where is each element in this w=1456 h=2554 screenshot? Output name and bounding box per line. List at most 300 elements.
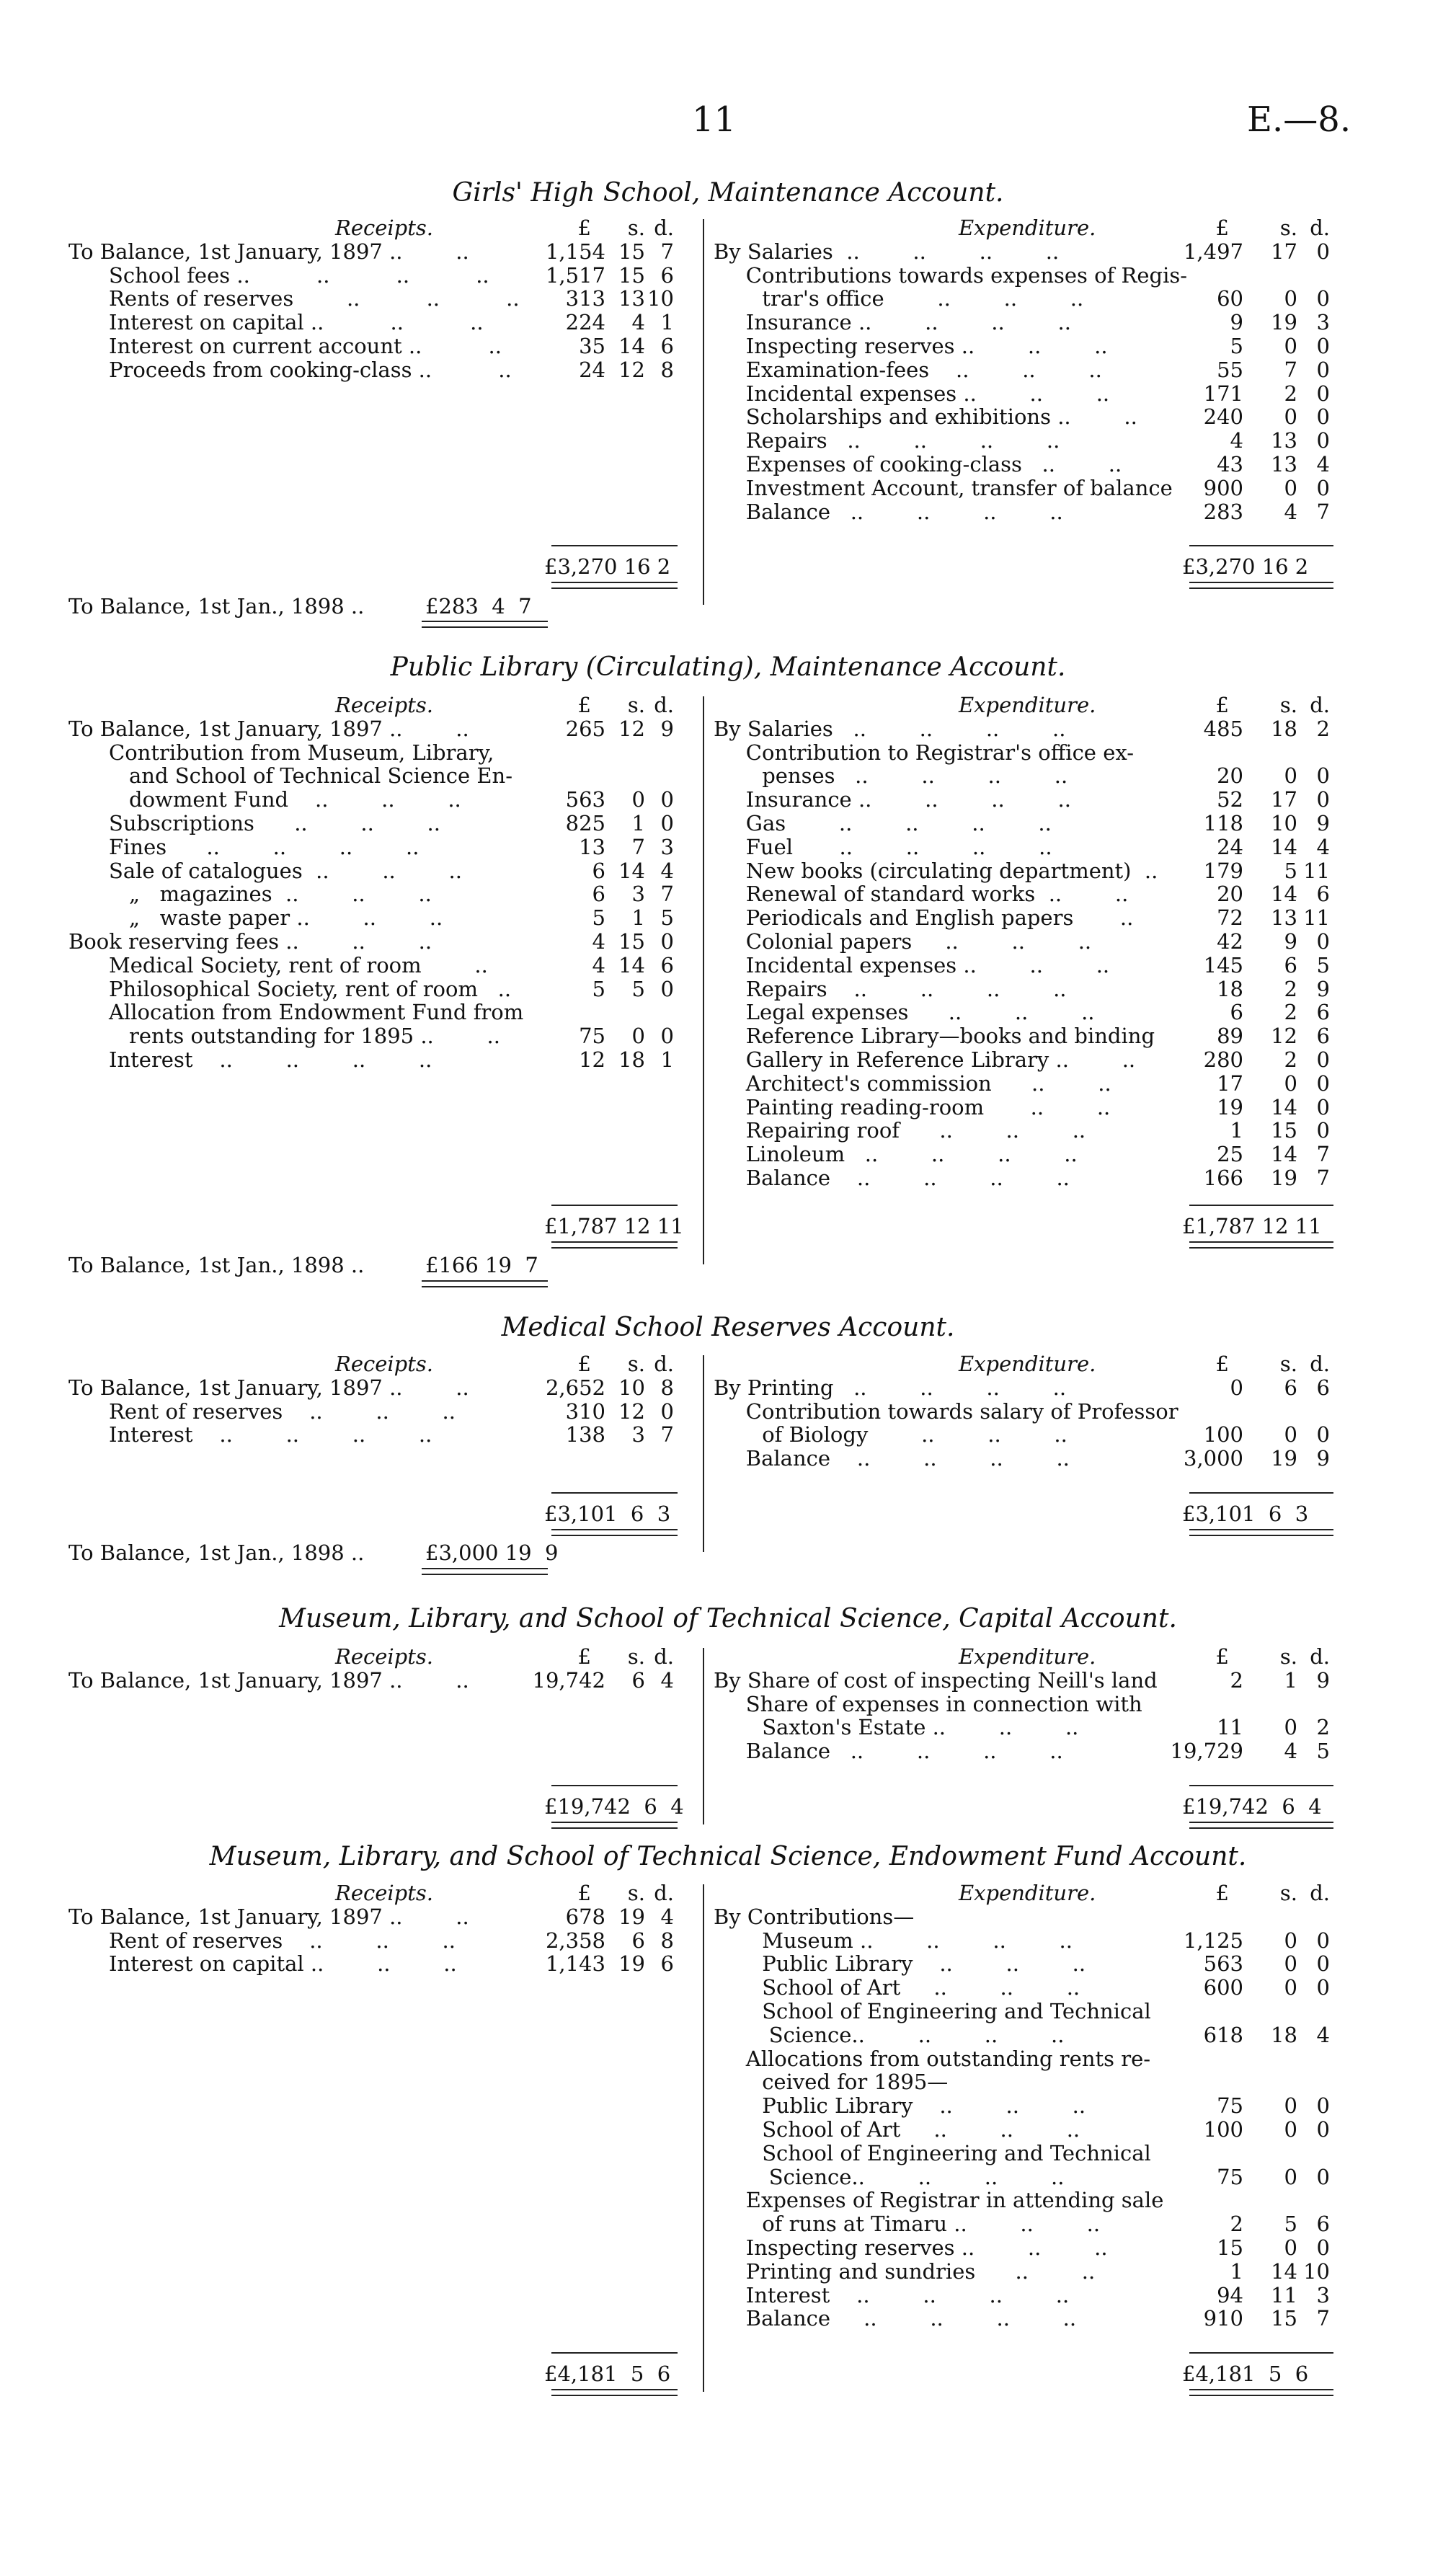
amount-shillings: 0 bbox=[1284, 1422, 1297, 1447]
expenditure-header: Expenditure. bbox=[959, 216, 1096, 240]
total-double-rule bbox=[1189, 1241, 1333, 1249]
amount-pence: 7 bbox=[660, 239, 674, 264]
column-divider bbox=[703, 696, 704, 1264]
expenditure-label: Balance .. .. .. .. bbox=[745, 1446, 1070, 1471]
amount-pence: 0 bbox=[1316, 1094, 1330, 1119]
expenditure-header: Expenditure. bbox=[959, 1644, 1096, 1669]
amount-pence: 0 bbox=[660, 976, 674, 1001]
amount-pounds: 24 bbox=[579, 357, 605, 382]
expenditure-label: Examination-fees .. .. .. bbox=[745, 357, 1102, 382]
sum-rule bbox=[1189, 1205, 1333, 1206]
amount-shillings: 14 bbox=[618, 858, 645, 883]
amount-shillings: 15 bbox=[618, 929, 645, 954]
amount-shillings: 4 bbox=[1284, 499, 1297, 524]
expenditure-label: By Salaries .. .. .. .. bbox=[714, 239, 1060, 264]
sum-rule bbox=[1189, 1492, 1333, 1494]
amount-pence: 0 bbox=[1316, 787, 1330, 812]
amount-pounds: 2,358 bbox=[545, 1928, 605, 1953]
sum-rule bbox=[551, 1785, 678, 1786]
amount-shillings: 15 bbox=[618, 262, 645, 288]
receipts-total: £4,181 5 6 bbox=[544, 2362, 671, 2387]
amount-pounds: 2 bbox=[1230, 2212, 1243, 2237]
expenditure-label: Interest .. .. .. .. bbox=[745, 2282, 1070, 2307]
unit-shillings-header: s. bbox=[627, 1881, 645, 1905]
sum-rule bbox=[551, 1492, 678, 1494]
unit-pounds-header: £ bbox=[577, 1644, 591, 1669]
amount-shillings: 0 bbox=[1284, 1951, 1297, 1977]
amount-pence: 7 bbox=[660, 1422, 674, 1447]
sum-rule bbox=[1189, 545, 1333, 546]
amount-pence: 9 bbox=[1316, 1667, 1330, 1693]
expenditure-label: penses .. .. .. .. bbox=[762, 763, 1068, 789]
expenditure-label: of Biology .. .. .. bbox=[762, 1422, 1067, 1447]
unit-pence-header: d. bbox=[654, 1881, 674, 1905]
amount-shillings: 18 bbox=[618, 1047, 645, 1072]
receipt-label: dowment Fund .. .. .. bbox=[129, 787, 461, 812]
section-title: Museum, Library, and School of Technical Science, Endowment Fund Account. bbox=[209, 1842, 1247, 1871]
unit-shillings-header: s. bbox=[1279, 1352, 1297, 1376]
sum-rule bbox=[551, 2352, 678, 2354]
balance-double-rule bbox=[422, 1280, 548, 1287]
amount-pence: 0 bbox=[1316, 381, 1330, 406]
amount-pence: 0 bbox=[660, 929, 674, 954]
amount-shillings: 0 bbox=[1284, 1975, 1297, 2000]
amount-pence: 0 bbox=[1316, 1070, 1330, 1096]
amount-pence: 9 bbox=[1316, 976, 1330, 1001]
amount-pence: 0 bbox=[1316, 239, 1330, 264]
amount-pounds: 224 bbox=[565, 310, 605, 335]
amount-pounds: 280 bbox=[1203, 1047, 1243, 1072]
balance-carried-amount: £283 4 7 bbox=[425, 593, 532, 618]
amount-pounds: 1,154 bbox=[545, 239, 605, 264]
expenditure-header: Expenditure. bbox=[959, 1881, 1096, 1905]
unit-pounds-header: £ bbox=[577, 1352, 591, 1376]
expenditure-label: By Share of cost of inspecting Neill's land bbox=[714, 1667, 1158, 1693]
receipt-label: Rents of reserves .. .. .. bbox=[109, 286, 520, 311]
expenditure-label: Contribution towards salary of Professor bbox=[745, 1398, 1178, 1424]
amount-shillings: 14 bbox=[1271, 1142, 1297, 1167]
unit-pounds-header: £ bbox=[1215, 1881, 1229, 1905]
amount-pounds: 563 bbox=[1203, 1951, 1243, 1977]
balance-carried-amount: £3,000 19 9 bbox=[425, 1540, 559, 1566]
amount-shillings: 3 bbox=[631, 882, 645, 907]
amount-pence: 2 bbox=[1316, 1715, 1330, 1740]
expenditure-label: By Contributions— bbox=[714, 1904, 915, 1929]
amount-pounds: 12 bbox=[579, 1047, 605, 1072]
amount-shillings: 6 bbox=[631, 1667, 645, 1693]
amount-shillings: 13 bbox=[1271, 905, 1297, 931]
amount-pounds: 55 bbox=[1217, 357, 1243, 382]
receipt-label: „ magazines .. .. .. bbox=[129, 882, 432, 907]
expenditure-label: Printing and sundries .. .. bbox=[745, 2258, 1096, 2284]
amount-pounds: 5 bbox=[592, 976, 605, 1001]
expenditure-total: £3,270 16 2 bbox=[1182, 554, 1309, 580]
amount-pence: 1 bbox=[660, 310, 674, 335]
amount-shillings: 9 bbox=[1284, 929, 1297, 954]
receipts-total: £19,742 6 4 bbox=[544, 1794, 684, 1819]
amount-pounds: 4 bbox=[592, 952, 605, 977]
amount-shillings: 0 bbox=[1284, 1715, 1297, 1740]
amount-pence: 7 bbox=[660, 882, 674, 907]
receipt-label: School fees .. .. .. .. bbox=[109, 262, 489, 288]
amount-shillings: 0 bbox=[1284, 1928, 1297, 1953]
amount-shillings: 0 bbox=[631, 1024, 645, 1049]
amount-pence: 6 bbox=[1316, 1375, 1330, 1400]
amount-pence: 0 bbox=[1316, 1422, 1330, 1447]
amount-pounds: 100 bbox=[1203, 2117, 1243, 2142]
amount-pence: 0 bbox=[1316, 2164, 1330, 2189]
amount-shillings: 13 bbox=[618, 286, 645, 311]
amount-pence: 3 bbox=[1316, 2282, 1330, 2307]
amount-pounds: 563 bbox=[565, 787, 605, 812]
amount-pounds: 9 bbox=[1230, 310, 1243, 335]
amount-pence: 0 bbox=[1316, 286, 1330, 311]
amount-pence: 1 bbox=[660, 1047, 674, 1072]
receipt-label: To Balance, 1st January, 1897 .. .. bbox=[68, 1667, 469, 1693]
amount-pounds: 43 bbox=[1217, 452, 1243, 476]
sum-rule bbox=[551, 1205, 678, 1206]
expenditure-label: Balance .. .. .. .. bbox=[745, 1166, 1070, 1190]
amount-pence: 5 bbox=[660, 905, 674, 931]
receipt-label: „ waste paper .. .. .. bbox=[129, 905, 443, 931]
amount-pounds: 2 bbox=[1230, 1667, 1243, 1693]
amount-shillings: 5 bbox=[1284, 2212, 1297, 2237]
amount-shillings: 1 bbox=[1284, 1667, 1297, 1693]
expenditure-label: By Printing .. .. .. .. bbox=[714, 1375, 1067, 1400]
expenditure-label: Fuel .. .. .. .. bbox=[745, 834, 1052, 859]
amount-pounds: 3,000 bbox=[1183, 1446, 1243, 1471]
amount-shillings: 14 bbox=[1271, 1094, 1297, 1119]
amount-pounds: 1 bbox=[1230, 2258, 1243, 2284]
amount-shillings: 0 bbox=[1284, 334, 1297, 358]
amount-pence: 9 bbox=[1316, 811, 1330, 835]
amount-shillings: 13 bbox=[1271, 452, 1297, 476]
amount-pounds: 179 bbox=[1203, 858, 1243, 883]
expenditure-label: Museum .. .. .. .. bbox=[762, 1928, 1073, 1953]
amount-pence: 8 bbox=[660, 1928, 674, 1953]
amount-shillings: 12 bbox=[1271, 1024, 1297, 1049]
amount-pounds: 75 bbox=[1217, 2164, 1243, 2189]
amount-pounds: 72 bbox=[1217, 905, 1243, 931]
amount-shillings: 14 bbox=[618, 952, 645, 977]
amount-pence: 6 bbox=[1316, 1024, 1330, 1049]
amount-shillings: 0 bbox=[1284, 1070, 1297, 1096]
receipt-label: Interest .. .. .. .. bbox=[109, 1047, 432, 1072]
expenditure-label: Public Library .. .. .. bbox=[762, 2093, 1086, 2119]
amount-shillings: 17 bbox=[1271, 239, 1297, 264]
amount-pence: 5 bbox=[1316, 952, 1330, 977]
amount-pence: 4 bbox=[1316, 452, 1330, 476]
expenditure-label: of runs at Timaru .. .. .. bbox=[762, 2212, 1101, 2237]
receipt-label: Proceeds from cooking-class .. .. bbox=[109, 357, 512, 382]
sum-rule bbox=[551, 545, 678, 546]
amount-pence: 11 bbox=[1303, 858, 1330, 883]
expenditure-label: Linoleum .. .. .. .. bbox=[745, 1142, 1078, 1167]
amount-pence: 11 bbox=[1303, 905, 1330, 931]
amount-pence: 0 bbox=[1316, 1928, 1330, 1953]
amount-pounds: 4 bbox=[1230, 428, 1243, 453]
amount-shillings: 15 bbox=[618, 239, 645, 264]
amount-pence: 0 bbox=[1316, 1118, 1330, 1143]
receipt-label: Interest on capital .. .. .. bbox=[109, 1951, 457, 1977]
amount-pounds: 171 bbox=[1203, 381, 1243, 406]
amount-shillings: 10 bbox=[1271, 811, 1297, 835]
amount-pence: 6 bbox=[660, 334, 674, 358]
expenditure-label: Reference Library—books and binding bbox=[745, 1024, 1155, 1049]
amount-shillings: 0 bbox=[1284, 2235, 1297, 2260]
amount-pounds: 19 bbox=[1217, 1094, 1243, 1119]
amount-pence: 0 bbox=[1316, 2093, 1330, 2119]
unit-pence-header: d. bbox=[654, 693, 674, 717]
receipt-label: Rent of reserves .. .. .. bbox=[109, 1928, 456, 1953]
expenditure-label: Periodicals and English papers .. bbox=[745, 905, 1134, 931]
expenditure-label: Contribution to Registrar's office ex- bbox=[745, 740, 1134, 765]
amount-pence: 0 bbox=[660, 787, 674, 812]
expenditure-label: Repairs .. .. .. .. bbox=[745, 976, 1067, 1001]
expenditure-label: Painting reading-room .. .. bbox=[745, 1094, 1111, 1119]
amount-shillings: 17 bbox=[1271, 787, 1297, 812]
amount-pounds: 485 bbox=[1203, 716, 1243, 741]
unit-shillings-header: s. bbox=[627, 1644, 645, 1669]
expenditure-label: Repairing roof .. .. .. bbox=[745, 1118, 1086, 1143]
amount-shillings: 19 bbox=[1271, 1446, 1297, 1471]
amount-pence: 6 bbox=[660, 262, 674, 288]
amount-pence: 4 bbox=[660, 1667, 674, 1693]
expenditure-label: School of Engineering and Technical bbox=[762, 2140, 1151, 2165]
expenditure-label: Architect's commission .. .. bbox=[745, 1070, 1111, 1096]
amount-shillings: 0 bbox=[1284, 286, 1297, 311]
amount-shillings: 6 bbox=[1284, 1375, 1297, 1400]
unit-pounds-header: £ bbox=[1215, 1352, 1229, 1376]
amount-shillings: 12 bbox=[618, 1398, 645, 1424]
unit-shillings-header: s. bbox=[1279, 1644, 1297, 1669]
amount-shillings: 4 bbox=[1284, 1739, 1297, 1764]
expenditure-label: Gas .. .. .. .. bbox=[745, 811, 1052, 835]
amount-pounds: 1,125 bbox=[1183, 1928, 1243, 1953]
amount-pounds: 42 bbox=[1217, 929, 1243, 954]
amount-shillings: 6 bbox=[1284, 952, 1297, 977]
section-title: Girls' High School, Maintenance Account. bbox=[452, 178, 1004, 208]
expenditure-label: Allocations from outstanding rents re- bbox=[745, 2046, 1151, 2071]
amount-pence: 6 bbox=[1316, 882, 1330, 907]
expenditure-total: £3,101 6 3 bbox=[1182, 1502, 1309, 1526]
amount-pence: 0 bbox=[660, 1398, 674, 1424]
receipt-label: Interest on capital .. .. .. bbox=[109, 310, 484, 335]
amount-pounds: 18 bbox=[1217, 976, 1243, 1001]
amount-shillings: 0 bbox=[1284, 2093, 1297, 2119]
amount-shillings: 14 bbox=[1271, 2258, 1297, 2284]
unit-pence-header: d. bbox=[654, 1644, 674, 1669]
expenditure-header: Expenditure. bbox=[959, 693, 1096, 717]
amount-pence: 6 bbox=[1316, 1000, 1330, 1025]
amount-pence: 0 bbox=[1316, 2117, 1330, 2142]
expenditure-total: £19,742 6 4 bbox=[1182, 1794, 1322, 1819]
unit-pounds-header: £ bbox=[577, 693, 591, 717]
amount-shillings: 14 bbox=[1271, 882, 1297, 907]
expenditure-label: Expenses of cooking-class .. .. bbox=[745, 452, 1122, 476]
unit-pence-header: d. bbox=[1310, 693, 1330, 717]
expenditure-label: Saxton's Estate .. .. .. bbox=[762, 1715, 1079, 1740]
amount-shillings: 19 bbox=[1271, 310, 1297, 335]
amount-pounds: 5 bbox=[1230, 334, 1243, 358]
expenditure-label: Scholarships and exhibitions .. .. bbox=[745, 404, 1137, 430]
amount-pounds: 900 bbox=[1203, 475, 1243, 500]
expenditure-label: Incidental expenses .. .. .. bbox=[745, 381, 1110, 406]
amount-pounds: 678 bbox=[565, 1904, 605, 1929]
amount-pounds: 166 bbox=[1203, 1166, 1243, 1190]
amount-pounds: 1,517 bbox=[545, 262, 605, 288]
amount-pounds: 17 bbox=[1217, 1070, 1243, 1096]
column-divider bbox=[703, 1884, 704, 2392]
amount-shillings: 2 bbox=[1284, 381, 1297, 406]
expenditure-total: £4,181 5 6 bbox=[1182, 2362, 1309, 2387]
expenditure-label: School of Art .. .. .. bbox=[762, 1975, 1080, 2000]
unit-shillings-header: s. bbox=[627, 216, 645, 240]
amount-pounds: 25 bbox=[1217, 1142, 1243, 1167]
amount-pounds: 11 bbox=[1217, 1715, 1243, 1740]
receipt-label: Interest .. .. .. .. bbox=[109, 1422, 432, 1447]
total-double-rule bbox=[1189, 1822, 1333, 1829]
amount-pounds: 138 bbox=[565, 1422, 605, 1447]
receipt-label: rents outstanding for 1895 .. .. bbox=[129, 1024, 500, 1049]
amount-pounds: 4 bbox=[592, 929, 605, 954]
expenditure-label: Science.. .. .. .. bbox=[768, 2164, 1065, 2189]
unit-pounds-header: £ bbox=[1215, 1644, 1229, 1669]
section-title: Medical School Reserves Account. bbox=[501, 1313, 955, 1342]
receipt-label: Subscriptions .. .. .. bbox=[109, 811, 440, 835]
total-double-rule bbox=[1189, 582, 1333, 589]
amount-pounds: 15 bbox=[1217, 2235, 1243, 2260]
amount-pence: 0 bbox=[1316, 1951, 1330, 1977]
amount-pence: 4 bbox=[1316, 2022, 1330, 2047]
page-reference: E.—8. bbox=[1247, 99, 1351, 140]
amount-pounds: 310 bbox=[565, 1398, 605, 1424]
amount-pounds: 13 bbox=[579, 834, 605, 859]
amount-pounds: 6 bbox=[592, 858, 605, 883]
unit-shillings-header: s. bbox=[627, 1352, 645, 1376]
receipts-header: Receipts. bbox=[335, 1352, 433, 1376]
amount-pence: 0 bbox=[660, 1024, 674, 1049]
amount-pounds: 240 bbox=[1203, 404, 1243, 430]
expenditure-label: Science.. .. .. .. bbox=[768, 2022, 1065, 2047]
amount-pounds: 6 bbox=[1230, 1000, 1243, 1025]
amount-pence: 0 bbox=[1316, 357, 1330, 382]
expenditure-label: Investment Account, transfer of balance bbox=[745, 475, 1173, 500]
amount-pounds: 35 bbox=[579, 334, 605, 358]
amount-pence: 0 bbox=[1316, 404, 1330, 430]
expenditure-label: School of Art .. .. .. bbox=[762, 2117, 1080, 2142]
expenditure-label: Incidental expenses .. .. .. bbox=[745, 952, 1110, 977]
receipt-label: Sale of catalogues .. .. .. bbox=[109, 858, 462, 883]
receipts-header: Receipts. bbox=[335, 693, 433, 717]
unit-pence-header: d. bbox=[1310, 1352, 1330, 1376]
total-double-rule bbox=[551, 582, 678, 589]
amount-pounds: 145 bbox=[1203, 952, 1243, 977]
receipt-label: and School of Technical Science En- bbox=[129, 763, 512, 789]
expenditure-label: Gallery in Reference Library .. .. bbox=[745, 1047, 1136, 1072]
amount-shillings: 19 bbox=[618, 1904, 645, 1929]
amount-pence: 9 bbox=[660, 716, 674, 741]
amount-shillings: 2 bbox=[1284, 1047, 1297, 1072]
amount-pounds: 24 bbox=[1217, 834, 1243, 859]
amount-pence: 0 bbox=[1316, 929, 1330, 954]
amount-shillings: 15 bbox=[1271, 2306, 1297, 2331]
amount-pounds: 1,497 bbox=[1183, 239, 1243, 264]
expenditure-label: Balance .. .. .. .. bbox=[745, 1739, 1063, 1764]
page-number: 11 bbox=[692, 99, 737, 140]
amount-pounds: 20 bbox=[1217, 763, 1243, 789]
unit-shillings-header: s. bbox=[1279, 693, 1297, 717]
amount-pence: 0 bbox=[1316, 2235, 1330, 2260]
amount-pounds: 100 bbox=[1203, 1422, 1243, 1447]
amount-shillings: 11 bbox=[1271, 2282, 1297, 2307]
unit-pence-header: d. bbox=[654, 216, 674, 240]
amount-shillings: 1 bbox=[631, 905, 645, 931]
receipt-label: Contribution from Museum, Library, bbox=[109, 740, 494, 765]
total-double-rule bbox=[1189, 1529, 1333, 1536]
expenditure-label: Expenses of Registrar in attending sale bbox=[745, 2188, 1164, 2213]
amount-shillings: 15 bbox=[1271, 1118, 1297, 1143]
receipt-label: Rent of reserves .. .. .. bbox=[109, 1398, 456, 1424]
expenditure-label: Public Library .. .. .. bbox=[762, 1951, 1086, 1977]
amount-shillings: 14 bbox=[1271, 834, 1297, 859]
unit-pence-header: d. bbox=[1310, 1644, 1330, 1669]
amount-pounds: 600 bbox=[1203, 1975, 1243, 2000]
amount-pounds: 6 bbox=[592, 882, 605, 907]
expenditure-header: Expenditure. bbox=[959, 1352, 1096, 1376]
amount-pounds: 60 bbox=[1217, 286, 1243, 311]
amount-shillings: 5 bbox=[631, 976, 645, 1001]
amount-pounds: 118 bbox=[1203, 811, 1243, 835]
expenditure-label: School of Engineering and Technical bbox=[762, 1999, 1151, 2023]
receipt-label: Medical Society, rent of room .. bbox=[109, 952, 488, 977]
amount-shillings: 14 bbox=[618, 334, 645, 358]
unit-pounds-header: £ bbox=[1215, 216, 1229, 240]
amount-pence: 4 bbox=[1316, 834, 1330, 859]
expenditure-label: By Salaries .. .. .. .. bbox=[714, 716, 1066, 741]
amount-pence: 3 bbox=[1316, 310, 1330, 335]
amount-shillings: 19 bbox=[1271, 1166, 1297, 1190]
section-title: Public Library (Circulating), Maintenance Account. bbox=[390, 652, 1066, 682]
receipt-label: Book reserving fees .. .. .. bbox=[68, 929, 432, 954]
receipts-total: £3,270 16 2 bbox=[544, 554, 671, 580]
balance-carried-label: To Balance, 1st Jan., 1898 .. bbox=[68, 1540, 365, 1566]
amount-shillings: 0 bbox=[1284, 404, 1297, 430]
amount-pence: 2 bbox=[1316, 716, 1330, 741]
unit-shillings-header: s. bbox=[1279, 216, 1297, 240]
amount-pence: 7 bbox=[1316, 499, 1330, 524]
column-divider bbox=[703, 1355, 704, 1552]
expenditure-label: Repairs .. .. .. .. bbox=[745, 428, 1060, 453]
amount-pounds: 5 bbox=[592, 905, 605, 931]
amount-shillings: 13 bbox=[1271, 428, 1297, 453]
expenditure-label: New books (circulating department) .. bbox=[745, 858, 1158, 883]
amount-pence: 0 bbox=[1316, 475, 1330, 500]
amount-shillings: 0 bbox=[631, 787, 645, 812]
unit-shillings-header: s. bbox=[627, 693, 645, 717]
receipts-header: Receipts. bbox=[335, 216, 433, 240]
amount-pounds: 75 bbox=[1217, 2093, 1243, 2119]
amount-pence: 4 bbox=[660, 1904, 674, 1929]
receipt-label: Fines .. .. .. .. bbox=[109, 834, 420, 859]
amount-pence: 0 bbox=[1316, 334, 1330, 358]
amount-shillings: 0 bbox=[1284, 475, 1297, 500]
receipt-label: To Balance, 1st January, 1897 .. .. bbox=[68, 239, 469, 264]
expenditure-label: Legal expenses .. .. .. bbox=[745, 1000, 1095, 1025]
amount-shillings: 7 bbox=[631, 834, 645, 859]
amount-shillings: 10 bbox=[618, 1375, 645, 1400]
amount-pounds: 94 bbox=[1217, 2282, 1243, 2307]
